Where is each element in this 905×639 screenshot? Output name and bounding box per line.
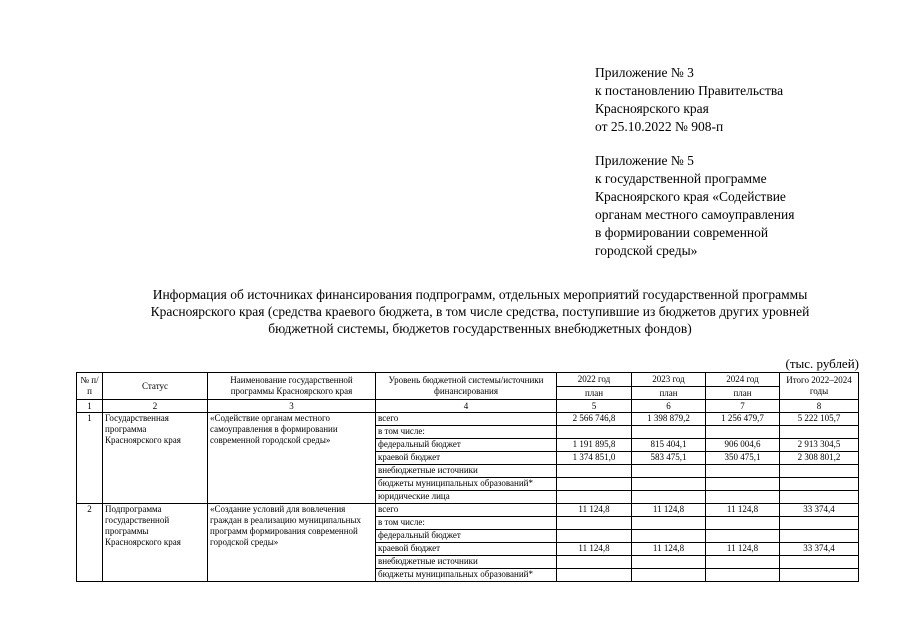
cell-total [780,556,859,569]
row-level: внебюджетные источники [376,556,557,569]
cell-2023 [632,491,706,504]
header-name: Наименование государственной программы Красноярского края [208,373,376,400]
annex-3-line: от 25.10.2022 № 908-п [595,119,724,134]
table-row [77,504,859,517]
cell-total [780,530,859,543]
title-line: Информация об источниках финансирования подпрограмм, отдельных мероприятий государственной программы [152,287,808,302]
row-level: всего [376,504,557,517]
cell-2023 [632,426,706,439]
cell-total: 33 374,4 [780,504,859,517]
header-2022: 2022 год [557,373,632,387]
cell-total: 2 913 304,5 [780,439,859,452]
row-status: Государственная программа Красноярского края [103,413,208,504]
row-level: краевой бюджет [376,543,557,556]
cell-2023: 583 475,1 [632,452,706,465]
col-number: 7 [706,400,780,413]
col-number: 4 [376,400,557,413]
financing-table [76,372,859,582]
row-level: внебюджетные источники [376,465,557,478]
annex-3-line: Приложение № 3 [595,65,694,80]
cell-2022 [557,426,632,439]
row-level: бюджеты муниципальных образований* [376,569,557,582]
cell-2022 [557,517,632,530]
cell-total [780,569,859,582]
title-line: бюджетной системы, бюджетов государственных внебюджетных фондов) [268,321,692,336]
cell-2023: 815 404,1 [632,439,706,452]
cell-2023: 11 124,8 [632,504,706,517]
cell-total: 2 308 801,2 [780,452,859,465]
header-plan: план [557,387,632,400]
col-number: 1 [77,400,103,413]
header-level: Уровень бюджетной системы/источники финансирования [376,373,557,400]
cell-2023 [632,517,706,530]
cell-2022: 1 191 895,8 [557,439,632,452]
annex-3-line: к постановлению Правительства [595,83,784,98]
col-number: 3 [208,400,376,413]
cell-2022: 11 124,8 [557,504,632,517]
row-level: федеральный бюджет [376,530,557,543]
header-plan: план [632,387,706,400]
col-number: 2 [103,400,208,413]
cell-2023 [632,478,706,491]
cell-2023 [632,569,706,582]
cell-total [780,491,859,504]
cell-2023 [632,530,706,543]
cell-2022: 1 374 851,0 [557,452,632,465]
row-program-name: «Содействие органам местного самоуправления в формировании современной городской среды» [208,413,376,504]
cell-total: 33 374,4 [780,543,859,556]
cell-2023 [632,556,706,569]
cell-2024 [706,556,780,569]
annex-5-line: Красноярского края «Содействие [595,189,786,204]
title-line: Красноярского края (средства краевого бюджета, в том числе средства, поступившие из бюджетов других уровней [150,304,810,319]
cell-total [780,465,859,478]
annex-5-line: Приложение № 5 [595,153,694,168]
cell-2024 [706,530,780,543]
cell-2024 [706,569,780,582]
table-row [77,413,859,426]
col-number: 5 [557,400,632,413]
cell-2024: 1 256 479,7 [706,413,780,426]
cell-2022 [557,465,632,478]
annex-5-header [595,152,895,260]
header-num: № п/п [77,373,103,400]
col-number: 6 [632,400,706,413]
row-level: бюджеты муниципальных образований* [376,478,557,491]
row-num: 1 [77,413,103,504]
cell-total [780,478,859,491]
row-status: Подпрограмма государственной программы Красноярского края [103,504,208,582]
cell-2022 [557,491,632,504]
header-plan: план [706,387,780,400]
cell-2023: 11 124,8 [632,543,706,556]
annex-5-line: в формировании современной [595,225,769,240]
annex-3-header [595,64,895,136]
col-number: 8 [780,400,859,413]
cell-2022 [557,478,632,491]
row-level: краевой бюджет [376,452,557,465]
cell-2024: 11 124,8 [706,504,780,517]
document-title [90,286,870,337]
units-label: (тыс. рублей) [785,356,859,371]
cell-2024 [706,465,780,478]
cell-2022 [557,569,632,582]
cell-2024: 11 124,8 [706,543,780,556]
row-level: в том числе: [376,517,557,530]
cell-2024: 350 475,1 [706,452,780,465]
annex-5-line: городской среды» [595,243,698,258]
cell-2024: 906 004,6 [706,439,780,452]
cell-2023: 1 398 879,2 [632,413,706,426]
header-status: Статус [103,373,208,400]
cell-2022: 11 124,8 [557,543,632,556]
row-level: всего [376,413,557,426]
annex-3-line: Красноярского края [595,101,709,116]
annex-5-line: органам местного самоуправления [595,207,795,222]
cell-2022: 2 566 746,8 [557,413,632,426]
row-num: 2 [77,504,103,582]
cell-2022 [557,530,632,543]
header-total: Итого 2022–2024 годы [780,373,859,400]
cell-total [780,426,859,439]
row-level: юридические лица [376,491,557,504]
cell-2022 [557,556,632,569]
column-numbers-row [77,400,859,413]
annex-5-line: к государственной программе [595,171,767,186]
cell-total [780,517,859,530]
cell-2024 [706,426,780,439]
header-2023: 2023 год [632,373,706,387]
cell-2024 [706,517,780,530]
row-program-name: «Создание условий для вовлечения граждан в реализацию муниципальных программ формирования современной городской среды» [208,504,376,582]
cell-2024 [706,491,780,504]
header-2024: 2024 год [706,373,780,387]
cell-2024 [706,478,780,491]
row-level: в том числе: [376,426,557,439]
row-level: федеральный бюджет [376,439,557,452]
cell-total: 5 222 105,7 [780,413,859,426]
cell-2023 [632,465,706,478]
